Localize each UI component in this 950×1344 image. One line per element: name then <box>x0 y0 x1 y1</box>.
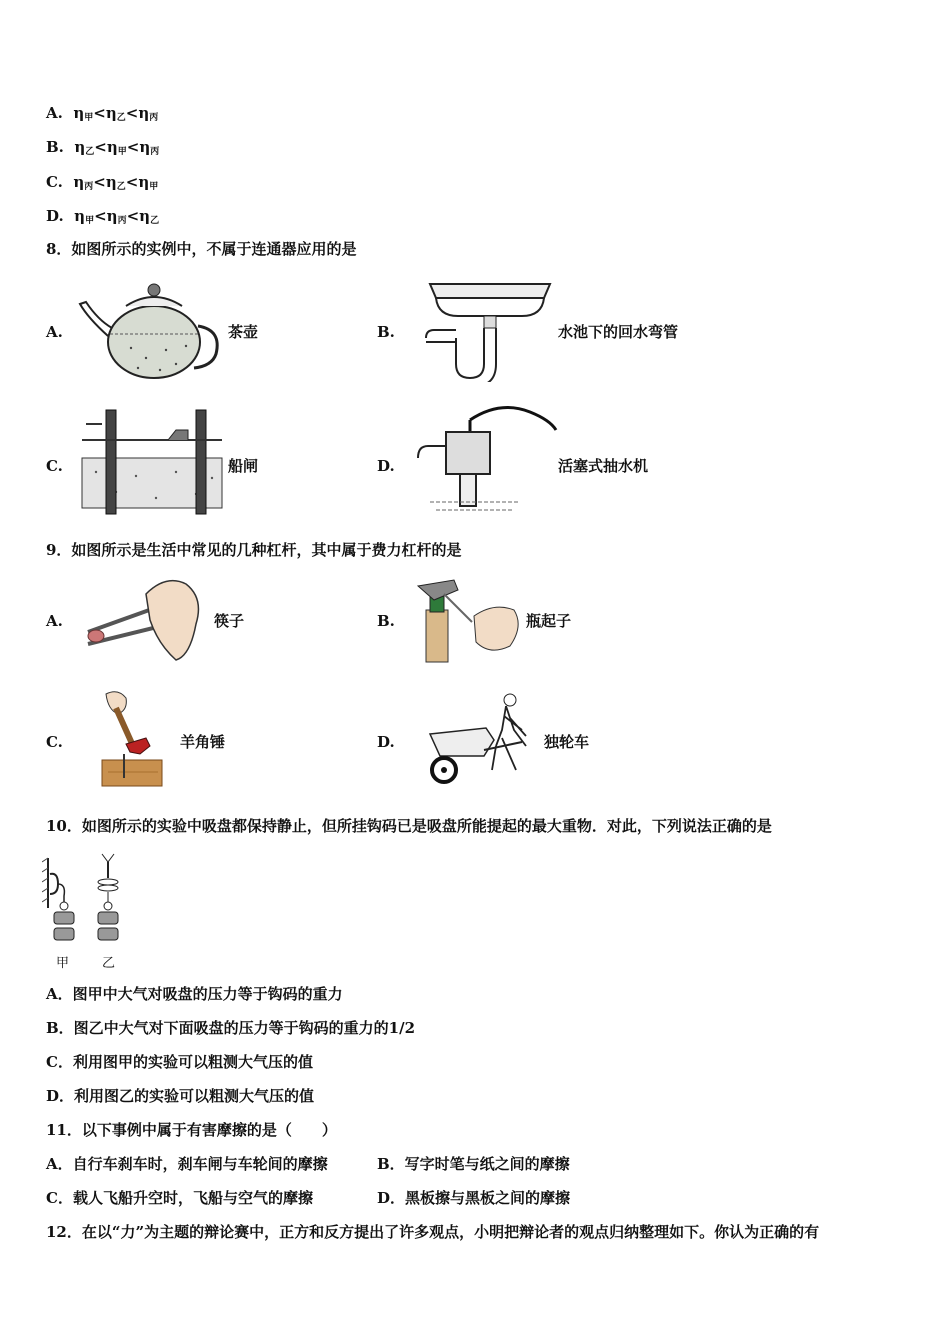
q10-stem: 10．如图所示的实验中吸盘都保持静止，但所挂钩码已是吸盘所能提起的最大重物．对此，下列说法正确的是 <box>46 817 772 835</box>
suction-cup-figure <box>42 848 142 952</box>
q9-stem: 9．如图所示是生活中常见的几种杠杆，其中属于费力杠杆的是 <box>46 541 462 559</box>
q9-option-d-label: D. <box>377 733 395 751</box>
teapot-figure <box>76 278 226 382</box>
q7-option-a: A. $\eta_甲<\eta_乙<\eta_丙$ <box>46 104 159 123</box>
q8-option-a-label: A. <box>46 323 63 341</box>
wheelbarrow-figure <box>426 690 538 786</box>
q10-figure-jia-label: 甲 <box>56 956 70 971</box>
q8-option-c-label: C. <box>46 457 63 475</box>
q11-option-a: A．自行车刹车时，刹车闸与车轮间的摩擦 <box>46 1155 328 1173</box>
q11-option-c: C．载人飞船升空时，飞船与空气的摩擦 <box>46 1189 313 1207</box>
q11-stem: 11．以下事例中属于有害摩擦的是（ ） <box>46 1121 337 1139</box>
q9-option-b-text: 瓶起子 <box>526 612 572 630</box>
q10-option-b: B．图乙中大气对下面吸盘的压力等于钩码的重力的1/2 <box>46 1019 416 1037</box>
q8-option-d-text: 活塞式抽水机 <box>558 457 649 475</box>
q9-option-c-label: C. <box>46 733 63 751</box>
q9-option-a-label: A. <box>46 612 63 630</box>
q7-option-d: D. $\eta_甲<\eta_丙<\eta_乙$ <box>46 207 160 226</box>
q8-option-d-label: D. <box>377 457 395 475</box>
q7-option-c: C. $\eta_丙<\eta_乙<\eta_甲$ <box>46 173 159 192</box>
q8-option-b-label: B. <box>377 323 395 341</box>
q10-option-c: C．利用图甲的实验可以粗测大气压的值 <box>46 1053 313 1071</box>
q11-option-d: D．黑板擦与黑板之间的摩擦 <box>377 1189 571 1207</box>
q7-option-b: B. $\eta_乙<\eta_甲<\eta_丙$ <box>46 138 160 157</box>
q8-option-b-text: 水池下的回水弯管 <box>558 323 679 341</box>
claw-hammer-figure <box>100 688 166 788</box>
ship-lock-figure <box>76 402 226 516</box>
q10-figure-yi-label: 乙 <box>102 956 116 971</box>
chopsticks-figure <box>86 574 206 664</box>
q9-option-b-label: B. <box>377 612 395 630</box>
q8-stem: 8．如图所示的实例中，不属于连通器应用的是 <box>46 240 357 258</box>
q8-option-a-text: 茶壶 <box>228 323 259 341</box>
q9-option-a-text: 筷子 <box>214 612 245 630</box>
sink-trap-figure <box>418 278 558 382</box>
q10-option-d: D．利用图乙的实验可以粗测大气压的值 <box>46 1087 315 1105</box>
q10-option-a: A．图甲中大气对吸盘的压力等于钩码的重力 <box>46 985 343 1003</box>
bottle-opener-figure <box>414 576 524 664</box>
q8-option-c-text: 船闸 <box>228 457 259 475</box>
q9-option-c-text: 羊角锤 <box>180 733 226 751</box>
q12-stem: 12．在以“力”为主题的辩论赛中，正方和反方提出了许多观点，小明把辩论者的观点归纳整理如下。你认为正确的有 <box>46 1223 820 1241</box>
piston-pump-figure <box>410 402 560 516</box>
q11-option-b: B．写字时笔与纸之间的摩擦 <box>377 1155 570 1173</box>
q9-option-d-text: 独轮车 <box>544 733 590 751</box>
